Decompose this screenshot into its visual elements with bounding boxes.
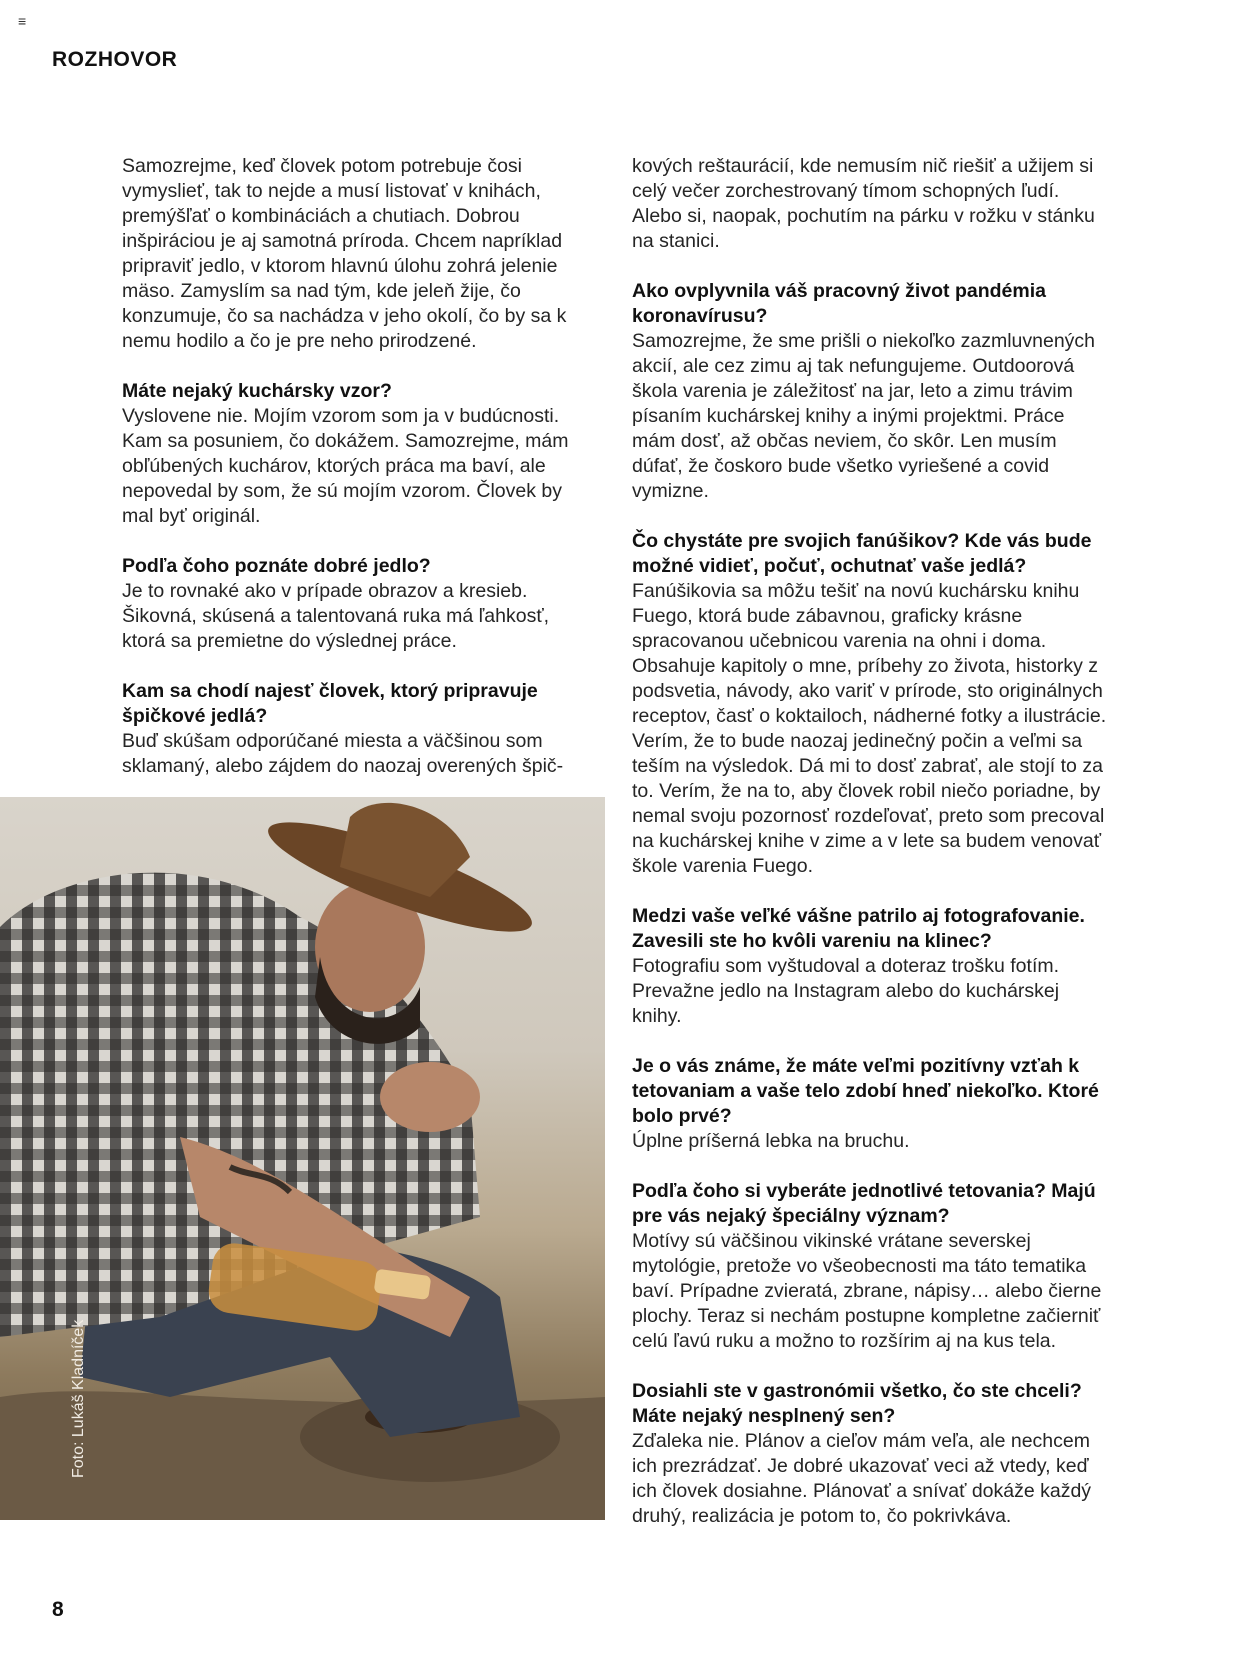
question-3: Kam sa chodí najesť človek, ktorý pripravuje špičkové jedlá? [122,680,538,727]
question-9: Dosiahli ste v gastronómii všetko, čo ste chceli? Máte nejaký nesplnený sen? [632,1380,1082,1427]
question-1: Máte nejaký kuchársky vzor? [122,380,392,402]
left-column [122,154,577,804]
answer-9: Zďaleka nie. Plánov a cieľov mám veľa, ale nechcem ich prezrádzať. Je dobré ukazovať veci až vtedy, keď ich človek dosiahne. Plánovať a snívať dokáže každý druhý, realizácia je potom to, čo pokrivkáva. [632,1430,1092,1527]
intro-paragraph: Samozrejme, keď človek potom potrebuje čosi vymyslieť, tak to nejde a musí listovať v knihách, premýšľať o kombináciách a chutiach. Dobrou inšpiráciou je aj samotná príroda. Chcem napríklad pripraviť jedlo, v ktorom hlavnú úlohu zohrá jelenie mäso. Zamyslím sa nad tým, kde jeleň žije, čo konzumuje, čo sa nachádza v jeho okolí, čo by sa k nemu hodilo a čo je pre neho prirodzené. [122,155,567,352]
answer-2: Je to rovnaké ako v prípade obrazov a kresieb. Šikovná, skúsená a talentovaná ruka má ľahkosť, ktorá sa premietne do výslednej práce. [122,580,550,652]
answer-5: Fanúšikovia sa môžu tešiť na novú kuchársku knihu Fuego, ktorá bude zábavnou, graficky krásne spracovanou učebnicou varenia na ohni i doma. Obsahuje kapitoly o mne, príbehy zo života, historky z podsvetia, návody, ako variť v prírode, sto originálnych receptov, časť o koktailoch, nádherné fotky a ilustrácie. Verím, že to bude naozaj jedinečný počin a veľmi sa teším na výsledok. Dá mi to dosť zabrať, ale stojí to za to. Verím, že na to, aby človek robil niečo poriadne, by nemal svoju pozornosť rozdeľovať, preto som precoval na kuchárskej knihe v zime a v lete sa budem venovať škole varenia Fuego. [632,580,1107,877]
hand [380,1062,480,1132]
chef-illustration [0,797,605,1520]
right-column [632,154,1110,1554]
answer-4: Samozrejme, že sme prišli o niekoľko zazmluvnených akcií, ale cez zimu aj tak nefungujeme. Outdoorová škola varenia je záležitosť na jar, leto a zimu trávim písaním kuchárskej knihy a inými projektmi. Práce mám dosť, až občas neviem, čo skôr. Len musím dúfať, že čoskoro bude všetko vyriešené a covid vymizne. [632,330,1096,502]
answer-8: Motívy sú väčšinou vikinské vrátane severskej mytológie, pretože vo všeobecnosti ma táto tematika baví. Prípadne zvieratá, zbrane, nápisy… alebo čierne plochy. Teraz si nechám postupne kompletne začierniť celú ľavú ruku a možno to rozšírim aj na kus tela. [632,1230,1102,1352]
question-5: Čo chystáte pre svojich fanúšikov? Kde vás bude možné vidieť, počuť, ochutnať vaše jedlá? [632,530,1092,577]
answer-7: Úplne príšerná lebka na bruchu. [632,1130,910,1152]
chef-photo [0,797,605,1520]
question-6: Medzi vaše veľké vášne patrilo aj fotografovanie. Zavesili ste ho kvôli vareniu na klinec? [632,905,1085,952]
photo-credit: Foto: Lukáš Kladníček [70,1319,87,1478]
answer-3: Buď skúšam odporúčané miesta a väčšinou som sklamaný, alebo zájdem do naozaj overených špič- [122,730,564,777]
question-7: Je o vás známe, že máte veľmi pozitívny vzťah k tetovaniam a vaše telo zdobí hneď niekoľko. Ktoré bolo prvé? [632,1055,1099,1127]
question-2: Podľa čoho poznáte dobré jedlo? [122,555,431,577]
menu-icon[interactable]: ≡ [18,13,27,29]
question-4: Ako ovplyvnila váš pracovný život pandémia koronavírusu? [632,280,1046,327]
answer-6: Fotografiu som vyštudoval a doteraz trošku fotím. Prevažne jedlo na Instagram alebo do kuchárskej knihy. [632,955,1060,1027]
section-label: ROZHOVOR [52,48,178,71]
question-8: Podľa čoho si vyberáte jednotlivé tetovania? Majú pre vás nejaký špeciálny význam? [632,1180,1096,1227]
answer-1: Vyslovene nie. Mojím vzorom som ja v budúcnosti. Kam sa posuniem, čo dokážem. Samozrejme, mám obľúbených kuchárov, ktorých práca ma baví, ale nepovedal by som, že sú mojím vzorom. Človek by mal byť originál. [122,405,569,527]
page-number: 8 [52,1598,64,1621]
continuation-paragraph: kových reštaurácií, kde nemusím nič riešiť a užijem si celý večer zorchestrovaný tímom schopných ľudí. Alebo si, naopak, pochutím na párku v rožku v stánku na stanici. [632,155,1095,252]
